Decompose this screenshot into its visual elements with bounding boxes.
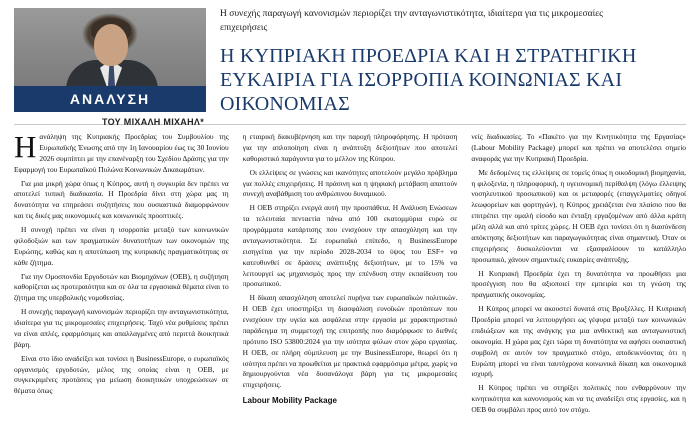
paragraph: Η Κύπρος μπορεί να ακουστεί δυνατά στις Βρυξέλλες. Η Κυπριακή Προεδρία μπορεί να λειτουργήσει ως γέφυρα μεταξύ των κοινωνικών επιδιώξεων και της ανάγκης για μια ανθεκτική και ανταγωνιστική οικονομία. Η χώρα μας έχει τώρα τη δυνατότητα να αφήσει ουσιαστική συμβολή σε αυτόν τον πραγματικό στόχο, αποδεικνύοντας ότι η Ευρώπη μπορεί να είναι ταυτόχρονα κοινωνικά δίκαιη και οικονομικά ισχυρή. — [471, 304, 687, 379]
paragraph: Η συνεχής παραγωγή κανονισμών περιορίζει την ανταγωνιστικότητα, ιδιαίτερα για τις μικρομεσαίες επιχειρήσεις. Ταχύ νέα ρυθμίσεις πρέπει να είναι απλές, εφαρμόσιμες και απαλλαγμένες από περιττά διοικητικά βάρη. — [14, 307, 229, 349]
article-body — [0, 125, 700, 431]
article-header — [0, 0, 700, 127]
paragraph: Η δίκαιη απασχόληση αποτελεί πυρήνα των ευρωπαϊκών πολιτικών. Η ΟΕΒ έχει υποστηρίξει τη διασφάλιση ευνοϊκών προτάσεων που ενισχύουν την υγεία και ασφάλεια στην εργασία με χαρακτηριστικό παράδειγμα τη συμμετοχή της επιτροπής που διαμόρφωσε το διεθνές πρότυπο ISO 53800:2024 για την ισότητα φύλων στον χώρο εργασίας. Η ΟΕΒ, σε πλήρη σύμπλευση με την BusinessEurope, θεωρεί ότι η ισότητα πρέπει να προωθείται με πρακτικά εφαρμόσιμα μέτρα, χωρίς να δημιουργούνται νέα δυσανάλογα βάρη για τις μικρομεσαίες επιχειρήσεις. — [242, 293, 458, 390]
column-3 — [471, 132, 686, 423]
drop-cap: Η — [14, 132, 37, 164]
paragraph: Με δεδομένες τις ελλείψεις σε τομείς όπως η οικοδομική βιομηχανία, η φιλοξενία, η πληροφορική, η υγειονομική περίθαλψη (λόγω έλλειψης νοσηλευτικού προσωπικού) και οι μεταφορές (επαγγελματίες οδηγοί λεωφορείων και φορτηγών), η Κύπρος χρειάζεται ένα πλαίσιο που θα επιτρέπει την ομαλή είσοδο και ένταξη εργαζομένων από άλλα κράτη μέλη αλλά και από τρίτες χώρες. Η ΟΕΒ έχει τονίσει ότι η διασύνδεση απόκτησης δεξιοτήτων και παραγωγικότητας είναι σημαντική. Όταν οι επιχειρήσεις δυσκολεύονται να εξασφαλίσουν το κατάλληλο προσωπικό, χάνουν σημαντικές ευκαιρίες ανάπτυξης. — [471, 167, 687, 264]
paragraph: Οι ελλείψεις σε γνώσεις και ικανότητες αποτελούν μεγάλο πρόβλημα για πολλές επιχειρήσεις. Η πράσινη και η ψηφιακή μετάβαση απαιτούν συνεχή αναβάθμιση του ανθρώπινου δυναμικού. — [242, 167, 458, 199]
paragraph: Ηανάληψη της Κυπριακής Προεδρίας του Συμβουλίου της Ευρωπαϊκής Ένωσης από την 1η Ιανουαρίου έως τις 30 Ιουνίου 2026 συμπίπτει με την επανέναρξη του Σχεδίου Δράσης για την Εφαρμογή του Ευρωπαϊκού Πυλώνα Κοινωνικών Δικαιωμάτων. — [14, 132, 229, 174]
paragraph: Η συνοχή πρέπει να είναι η ισορροπία μεταξύ των κοινωνικών φιλοδοξιών και των πραγματικών δυνατοτήτων των οικονομιών της Ευρώπης, καθώς και η αποτύπωση της κυπριακής πραγματικότητας σε κάθε ζήτημα. — [14, 225, 229, 267]
column-2 — [243, 132, 458, 423]
paragraph: Για την Ομοσπονδία Εργοδοτών και Βιομηχάνων (ΟΕΒ), η συζήτηση καθορίζεται ως προτεραιότητα και σε όλα τα εργασιακά θέματα είναι το ζήτημα της υπερβολικής νομοθεσίας. — [14, 271, 229, 303]
author-photo — [14, 8, 206, 86]
page-title: Η ΚΥΠΡΙΑΚΗ ΠΡΟΕΔΡΙΑ ΚΑΙ Η ΣΤΡΑΤΗΓΙΚΗ ΕΥΚΑΙΡΙΑ ΓΙΑ ΙΣΟΡΡΟΠΙΑ ΚΟΙΝΩΝΙΑΣ ΚΑΙ ΟΙΚΟΝΟΜΙΑΣ — [220, 44, 637, 116]
paragraph: Η Κυπριακή Προεδρία έχει τη δυνατότητα να προωθήσει μια προσέγγιση που θα αξιοποιεί την εμπειρία και τη γνώση της πραγματικής οικονομίας. — [471, 268, 687, 300]
section-label: ΑΝΑΛΥΣΗ — [14, 86, 206, 112]
analysis-badge-block — [14, 6, 206, 127]
author-byline: ΤΟΥ ΜΙΧΑΛΗ ΜΙΧΑΗΛ* — [102, 117, 204, 127]
paragraph: Η Κύπρος πρέπει να στηρίξει πολιτικές που ενθαρρύνουν την κινητικότητα και κανονισμούς και να τις αναδείξει στις εργασίες, και η ΟΕΒ θα συμβάλει προς αυτό τον στόχο. — [471, 383, 687, 414]
paragraph: Είναι στο ίδιο αναδείξει και τονίσει η BusinessEurope, ο ευρωπαϊκός οργανισμός εργοδοτών, μέλος της οποίας είναι η ΟΕΒ, με συγκεκριμένες προτάσεις για μείωση διοικητικών υποχρεώσεων σε θέματα όπως — [14, 353, 229, 396]
column-1 — [14, 132, 229, 423]
paragraph: η εταιρική διακυβέρνηση και την παροχή πληροφόρησης. Η πρόταση για την απλοποίηση είναι η ανάπτυξη δεξιοτήτων που αποτελεί καθοριστικό παράγοντα για το μέλλον της Κύπρου. — [242, 132, 458, 163]
article-kicker: Η συνεχής παραγωγή κανονισμών περιορίζει την ανταγωνιστικότητα, ιδιαίτερα για τις μικρομεσαίες επιχειρήσεις — [220, 9, 603, 33]
paragraph: νείς διαδικασίες. Το «Πακέτο για την Κινητικότητα της Εργασίας» (Labour Mobility Package) μπορεί και πρέπει να αποτελέσει σημείο αναφοράς για την Κυπριακή Προεδρία. — [471, 132, 687, 163]
headline-area — [206, 6, 686, 117]
paragraph: Η ΟΕΒ στηρίζει ενεργά αυτή την προσπάθεια. Η Ανάλυση Ενώσεων τα τελευταία πενταετία πάνω από 100 εκατομμύρια ευρώ σε προγράμματα κατάρτισης που ενισχύουν την απασχόληση και την ανταγωνιστικότητα. Σε ευρωπαϊκό επίπεδο, η BusinessEurope εισηγείται για την περίοδο 2028-2034 το ύψος του ESF+ να κατευθυνθεί σε δράσεις ανάπτυξης δεξιοτήτων, με το 15% να λειτουργεί ως μηχανισμός προς την επένδυση στην εκπαίδευση του προσωπικού. — [242, 203, 458, 289]
subheading: Labour Mobility Package — [242, 396, 337, 406]
paragraph: Για μια μικρή χώρα όπως η Κύπρος, αυτή η συγκυρία δεν πρέπει να αποτελεί τυπική διαδικασία. Η Προεδρία δίνει στη χώρα μας τη δυνατότητα να επηρεάσει συζητήσεις που ουσιαστικά διαμορφώνουν και τις δικές μας οικονομικές και κοινωνικές προοπτικές. — [14, 178, 229, 221]
